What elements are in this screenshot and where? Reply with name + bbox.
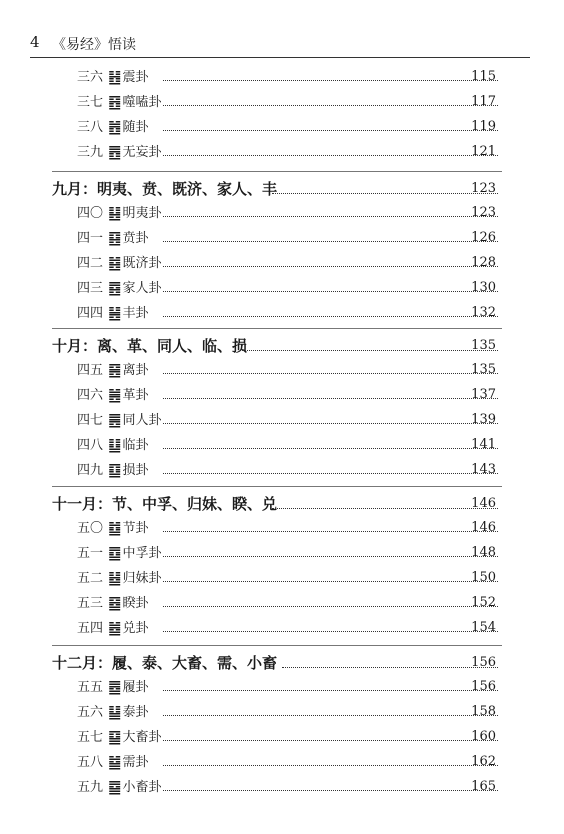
entry-number: 四八 [77, 438, 104, 453]
hexagram-icon: ䷹ [108, 619, 122, 637]
entry-title: 噬嗑卦 [122, 95, 162, 110]
chapter-title: 十二月：履、泰、大畜、需、小畜 [52, 654, 278, 672]
toc-entry[interactable] [0, 567, 564, 589]
entry-page: 158 [471, 704, 496, 719]
chapter-title: 九月：明夷、贲、既济、家人、丰 [52, 180, 278, 198]
dot-leader [163, 423, 498, 424]
dot-leader [163, 316, 498, 317]
running-title: 《易经》悟读 [52, 37, 136, 53]
entry-page: 115 [471, 69, 496, 84]
entry-page: 128 [471, 255, 496, 270]
entry-number: 四九 [77, 463, 104, 478]
hexagram-icon: ䷻ [108, 519, 122, 537]
page-header [30, 31, 530, 58]
entry-page: 119 [471, 119, 496, 134]
toc-entry[interactable] [0, 592, 564, 614]
hexagram-icon: ䷙ [108, 728, 122, 746]
chapter-title: 十月：离、革、同人、临、损 [52, 337, 248, 355]
toc-entry[interactable] [0, 116, 564, 138]
entry-title: 临卦 [122, 438, 149, 453]
toc-entry[interactable] [0, 676, 564, 698]
hexagram-icon: ䷌ [108, 411, 122, 429]
dot-leader [163, 473, 498, 474]
toc-chapter[interactable] [0, 651, 564, 675]
entry-number: 四〇 [77, 206, 104, 221]
hexagram-icon: ䷨ [108, 461, 122, 479]
entry-title: 离卦 [122, 363, 149, 378]
dot-leader [163, 556, 498, 557]
entry-title: 泰卦 [122, 705, 149, 720]
entry-page: 152 [471, 595, 496, 610]
dot-leader [163, 790, 498, 791]
entry-number: 五四 [77, 621, 104, 636]
entry-page: 143 [471, 462, 496, 477]
hexagram-icon: ䷥ [108, 594, 122, 612]
entry-title: 无妄卦 [122, 145, 162, 160]
toc-entry[interactable] [0, 776, 564, 798]
dot-leader [163, 80, 498, 81]
hexagram-icon: ䷐ [108, 118, 122, 136]
entry-title: 睽卦 [122, 596, 149, 611]
page-number: 4 [30, 33, 40, 51]
dot-leader [163, 216, 498, 217]
entry-title: 节卦 [122, 521, 149, 536]
entry-number: 五〇 [77, 521, 104, 536]
hexagram-icon: ䷔ [108, 93, 122, 111]
toc-chapter[interactable] [0, 492, 564, 516]
entry-title: 震卦 [122, 70, 149, 85]
entry-page: 139 [471, 412, 496, 427]
dot-leader [163, 241, 498, 242]
entry-title: 小畜卦 [122, 780, 162, 795]
toc-entry[interactable] [0, 751, 564, 773]
entry-number: 五五 [77, 680, 104, 695]
entry-page: 141 [471, 437, 496, 452]
entry-page: 135 [471, 362, 496, 377]
dot-leader [163, 740, 498, 741]
dot-leader [163, 581, 498, 582]
dot-leader [242, 350, 498, 351]
hexagram-icon: ䷵ [108, 569, 122, 587]
entry-title: 同人卦 [122, 413, 162, 428]
hexagram-icon: ䷉ [108, 678, 122, 696]
toc-entry[interactable] [0, 434, 564, 456]
entry-page: 165 [471, 779, 496, 794]
dot-leader [163, 266, 498, 267]
entry-number: 五二 [77, 571, 104, 586]
entry-page: 150 [471, 570, 496, 585]
entry-title: 家人卦 [122, 281, 162, 296]
hexagram-icon: ䷄ [108, 753, 122, 771]
toc-entry[interactable] [0, 302, 564, 324]
entry-number: 四六 [77, 388, 104, 403]
entry-number: 五六 [77, 705, 104, 720]
chapter-page: 135 [471, 338, 496, 353]
dot-leader [163, 373, 498, 374]
hexagram-icon: ䷾ [108, 254, 122, 272]
section-divider [52, 328, 502, 329]
toc-chapter[interactable] [0, 177, 564, 201]
dot-leader [163, 155, 498, 156]
dot-leader [163, 631, 498, 632]
entry-page: 117 [471, 94, 496, 109]
hexagram-icon: ䷝ [108, 361, 122, 379]
chapter-page: 123 [471, 181, 496, 196]
toc-chapter[interactable] [0, 334, 564, 358]
hexagram-icon: ䷊ [108, 703, 122, 721]
toc-entry[interactable] [0, 202, 564, 224]
hexagram-icon: ䷤ [108, 279, 122, 297]
section-divider [52, 171, 502, 172]
entry-number: 四二 [77, 256, 104, 271]
dot-leader [163, 690, 498, 691]
dot-leader [163, 531, 498, 532]
hexagram-icon: ䷕ [108, 229, 122, 247]
section-divider [52, 645, 502, 646]
entry-title: 归妹卦 [122, 571, 162, 586]
hexagram-icon: ䷘ [108, 143, 122, 161]
entry-number: 五九 [77, 780, 104, 795]
hexagram-icon: ䷲ [108, 68, 122, 86]
toc-entry[interactable] [0, 409, 564, 431]
toc-entry[interactable] [0, 517, 564, 539]
dot-leader [163, 398, 498, 399]
dot-leader [163, 130, 498, 131]
toc-entry[interactable] [0, 66, 564, 88]
entry-number: 四四 [77, 306, 104, 321]
entry-number: 四三 [77, 281, 104, 296]
entry-page: 132 [471, 305, 496, 320]
entry-page: 130 [471, 280, 496, 295]
entry-number: 四七 [77, 413, 104, 428]
toc-entry[interactable] [0, 459, 564, 481]
dot-leader [163, 291, 498, 292]
entry-page: 121 [471, 144, 496, 159]
dot-leader [163, 448, 498, 449]
entry-number: 五三 [77, 596, 104, 611]
toc-entry[interactable] [0, 91, 564, 113]
entry-page: 162 [471, 754, 496, 769]
entry-number: 三八 [77, 120, 104, 135]
entry-title: 随卦 [122, 120, 149, 135]
hexagram-icon: ䷼ [108, 544, 122, 562]
entry-title: 履卦 [122, 680, 149, 695]
toc-entry[interactable] [0, 359, 564, 381]
entry-title: 贲卦 [122, 231, 149, 246]
entry-page: 123 [471, 205, 496, 220]
entry-title: 需卦 [122, 755, 149, 770]
entry-title: 丰卦 [122, 306, 149, 321]
entry-number: 四一 [77, 231, 104, 246]
section-divider [52, 486, 502, 487]
entry-number: 三九 [77, 145, 104, 160]
dot-leader [272, 508, 498, 509]
toc-entry[interactable] [0, 726, 564, 748]
dot-leader [163, 105, 498, 106]
entry-title: 中孚卦 [122, 546, 162, 561]
dot-leader [163, 715, 498, 716]
entry-number: 五一 [77, 546, 104, 561]
toc-entry[interactable] [0, 617, 564, 639]
entry-title: 兑卦 [122, 621, 149, 636]
hexagram-icon: ䷣ [108, 204, 122, 222]
hexagram-icon: ䷒ [108, 436, 122, 454]
entry-title: 明夷卦 [122, 206, 162, 221]
entry-page: 146 [471, 520, 496, 535]
toc-entry[interactable] [0, 384, 564, 406]
entry-number: 三六 [77, 70, 104, 85]
toc-entry[interactable] [0, 542, 564, 564]
toc-entry[interactable] [0, 141, 564, 163]
hexagram-icon: ䷶ [108, 304, 122, 322]
entry-title: 大畜卦 [122, 730, 162, 745]
entry-title: 损卦 [122, 463, 149, 478]
dot-leader [272, 193, 498, 194]
toc-entry[interactable] [0, 227, 564, 249]
hexagram-icon: ䷰ [108, 386, 122, 404]
entry-page: 160 [471, 729, 496, 744]
entry-title: 革卦 [122, 388, 149, 403]
toc-entry[interactable] [0, 701, 564, 723]
entry-page: 156 [471, 679, 496, 694]
toc-entry[interactable] [0, 252, 564, 274]
toc-entry[interactable] [0, 277, 564, 299]
chapter-title: 十一月：节、中孚、归妹、睽、兑 [52, 495, 278, 513]
chapter-page: 156 [471, 655, 496, 670]
dot-leader [282, 667, 498, 668]
entry-title: 既济卦 [122, 256, 162, 271]
entry-number: 五七 [77, 730, 104, 745]
entry-page: 126 [471, 230, 496, 245]
entry-number: 三七 [77, 95, 104, 110]
hexagram-icon: ䷈ [108, 778, 122, 796]
entry-number: 四五 [77, 363, 104, 378]
chapter-page: 146 [471, 496, 496, 511]
dot-leader [163, 765, 498, 766]
entry-page: 137 [471, 387, 496, 402]
entry-page: 148 [471, 545, 496, 560]
dot-leader [163, 606, 498, 607]
entry-page: 154 [471, 620, 496, 635]
entry-number: 五八 [77, 755, 104, 770]
